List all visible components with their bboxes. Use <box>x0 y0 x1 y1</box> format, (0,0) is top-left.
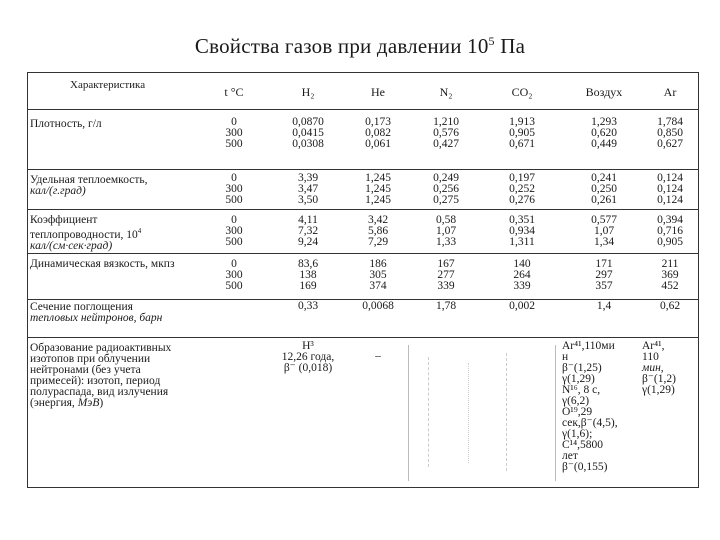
row-divider <box>28 209 698 210</box>
viscosity-air: 171 297 357 <box>595 258 613 292</box>
density-he: 0,173 0,082 0,061 <box>365 116 391 150</box>
header-air: Воздух <box>585 85 623 99</box>
cross-section-he: 0,0068 <box>362 300 394 312</box>
header-h2: H₂ <box>301 85 315 99</box>
viscosity-label: Динамическая вязкость, мкпз <box>30 258 175 270</box>
radioactive-h2: H³ 12,26 года, β⁻ (0,018) <box>281 340 335 374</box>
header-characteristic: Характеристика <box>70 79 146 91</box>
scan-artifact <box>428 357 429 467</box>
header-n2: N₂ <box>439 85 453 99</box>
cross-section-h2: 0,33 <box>297 300 319 312</box>
heat-capacity-n2: 0,249 0,256 0,275 <box>433 172 459 206</box>
conductivity-he: 3,42 5,86 7,29 <box>367 214 389 248</box>
conductivity-ar: 0,394 0,716 0,905 <box>657 214 683 248</box>
density-temps: 0 300 500 <box>225 116 243 150</box>
header-he: He <box>371 85 385 99</box>
conductivity-label: Коэффициент теплопроводности, $10^4$ кал/(см·сек·град) <box>30 214 142 252</box>
page-title <box>0 34 720 59</box>
viscosity-he: 186 305 374 <box>369 258 387 292</box>
cross-section-co2: 0,002 <box>509 300 535 312</box>
row-divider <box>28 109 698 110</box>
radioactive-he: – <box>375 350 381 362</box>
radioactive-label: Образование радиоактивных изотопов при облучении нейтронами (без учета примесей): изотоп, период полураспада, вид излучения (энергия, МэВ) <box>30 342 172 409</box>
scan-artifact <box>408 345 556 481</box>
conductivity-h2: 4,11 7,32 9,24 <box>297 214 319 248</box>
heat-capacity-ar: 0,124 0,124 0,124 <box>657 172 683 206</box>
viscosity-temps: 0 300 500 <box>225 258 243 292</box>
density-ar: 1,784 0,850 0,627 <box>657 116 683 150</box>
heat-capacity-h2: 3,39 3,47 3,50 <box>297 172 319 206</box>
row-divider <box>28 169 698 170</box>
heat-capacity-he: 1,245 1,245 1,245 <box>365 172 391 206</box>
scan-artifact <box>506 353 507 471</box>
radioactive-ar: Ar⁴¹, 110 мин, β⁻(1,2) γ(1,29) <box>642 340 676 396</box>
heat-capacity-label: Удельная теплоемкость, кал/(г.град) <box>30 174 148 197</box>
conductivity-co2: 0,351 0,934 1,311 <box>509 214 535 248</box>
conductivity-temps: 0 300 500 <box>225 214 243 248</box>
heat-capacity-temps: 0 300 500 <box>225 172 243 206</box>
title-exponent: 5 <box>488 34 495 48</box>
header-temp: t °C <box>224 85 244 99</box>
cross-section-air: 1,4 <box>596 300 612 312</box>
row-divider <box>28 253 698 254</box>
title-unit: Па <box>500 34 526 58</box>
radioactive-air: Ar⁴¹,110ми н β⁻(1,25) γ(1,29) N¹⁶, 8 с, γ(6,2) O¹⁹,29 сек,β⁻(4,5), γ(1,6); C¹⁴,5800 лет β⁻(0,155) <box>562 340 618 473</box>
heat-capacity-co2: 0,197 0,252 0,276 <box>509 172 535 206</box>
header-ar: Ar <box>663 85 677 99</box>
conductivity-n2: 0,58 1,07 1,33 <box>435 214 457 248</box>
title-text: Свойства газов при давлении 10 <box>194 34 489 58</box>
viscosity-n2: 167 277 339 <box>437 258 455 292</box>
header-co2: CO₂ <box>511 85 533 99</box>
conductivity-air: 0,577 1,07 1,34 <box>591 214 617 248</box>
cross-section-label: Сечение поглощения тепловых нейтронов, барн <box>30 301 163 324</box>
density-air: 1,293 0,620 0,449 <box>591 116 617 150</box>
row-divider <box>28 337 698 338</box>
density-h2: 0,0870 0,0415 0,0308 <box>292 116 324 150</box>
cross-section-n2: 1,78 <box>435 300 457 312</box>
scan-artifact <box>468 363 469 463</box>
density-label: Плотность, г/л <box>30 118 102 130</box>
viscosity-ar: 211 369 452 <box>661 258 679 292</box>
viscosity-h2: 83,6 138 169 <box>297 258 319 292</box>
heat-capacity-air: 0,241 0,250 0,261 <box>591 172 617 206</box>
gas-properties-table <box>27 72 699 488</box>
density-n2: 1,210 0,576 0,427 <box>433 116 459 150</box>
density-co2: 1,913 0,905 0,671 <box>509 116 535 150</box>
cross-section-ar: 0,62 <box>659 300 681 312</box>
viscosity-co2: 140 264 339 <box>513 258 531 292</box>
